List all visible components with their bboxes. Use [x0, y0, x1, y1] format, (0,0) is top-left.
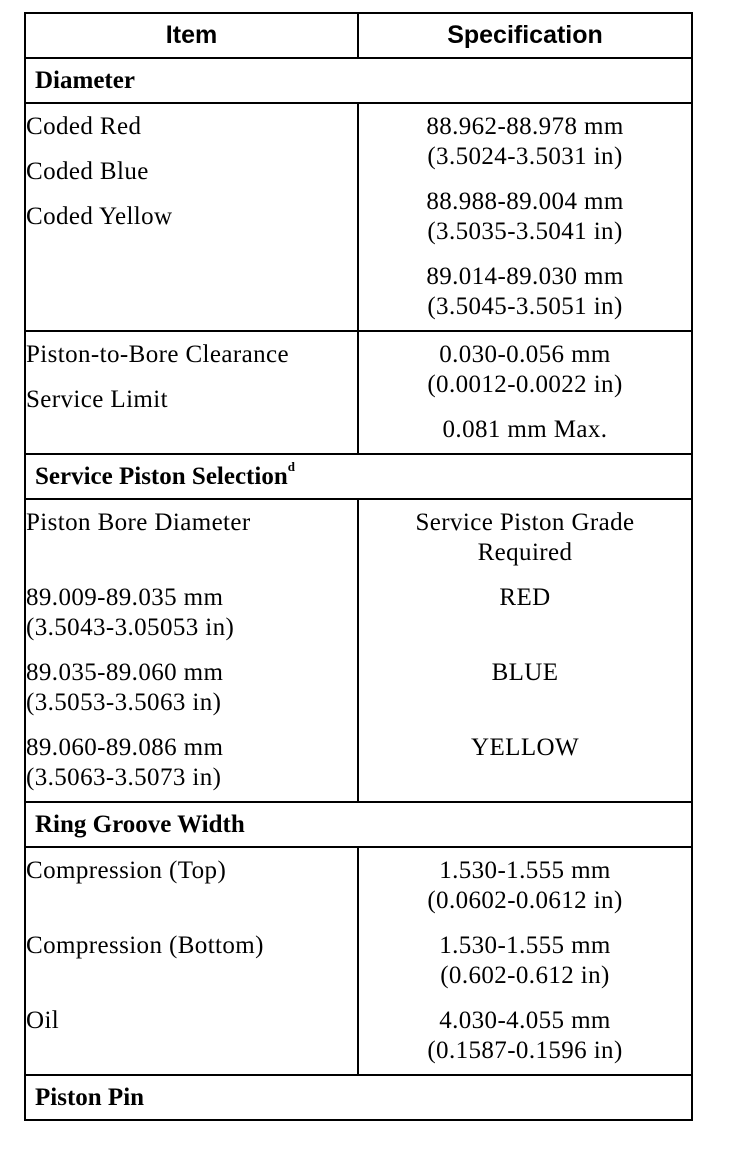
group-selection — [25, 499, 692, 802]
spec-table — [24, 12, 693, 1121]
spec-cell — [358, 847, 692, 1075]
item-coded-red: Coded Red — [26, 113, 142, 140]
item-compression-top: Compression (Top) — [26, 857, 227, 884]
item-service-limit: Service Limit — [26, 386, 168, 413]
group-clearance — [25, 331, 692, 454]
group-ring-groove — [25, 847, 692, 1075]
header-specification: Specification — [358, 13, 692, 58]
header-row — [25, 13, 692, 58]
spec-service-piston-grade: Service Piston Grade Required — [415, 509, 635, 566]
item-bore-red: 89.009-89.035 mm (3.5043-3.05053 in) — [26, 584, 235, 641]
spec-cell — [358, 331, 692, 454]
item-bore-yellow: 89.060-89.086 mm (3.5063-3.5073 in) — [26, 734, 224, 791]
section-service-piston-selection — [25, 454, 692, 499]
spec-coded-yellow: 89.014-89.030 mm (3.5045-3.5051 in) — [426, 263, 624, 320]
spec-grade-red: RED — [499, 584, 551, 611]
item-bore-blue: 89.035-89.060 mm (3.5053-3.5063 in) — [26, 659, 224, 716]
spec-oil: 4.030-4.055 mm (0.1587-0.1596 in) — [427, 1007, 623, 1064]
footnote-marker: d — [287, 458, 295, 474]
spec-compression-top: 1.530-1.555 mm (0.0602-0.0612 in) — [427, 857, 623, 914]
spec-coded-red: 88.962-88.978 mm (3.5024-3.5031 in) — [426, 113, 624, 170]
section-title: Ring Groove Width — [25, 802, 692, 847]
section-title: Service Piston Selection$^d$ — [25, 454, 692, 499]
item-cell — [25, 847, 358, 1075]
item-cell — [25, 499, 358, 802]
spec-grade-yellow: YELLOW — [471, 734, 579, 761]
spec-grade-blue: BLUE — [491, 659, 559, 686]
section-diameter — [25, 58, 692, 103]
section-ring-groove-width — [25, 802, 692, 847]
item-coded-blue: Coded Blue — [26, 158, 149, 185]
item-oil: Oil — [26, 1007, 60, 1034]
spec-cell — [358, 103, 692, 331]
spec-piston-to-bore-clearance: 0.030-0.056 mm (0.0012-0.0022 in) — [427, 341, 623, 398]
spec-coded-blue: 88.988-89.004 mm (3.5035-3.5041 in) — [426, 188, 624, 245]
item-piston-bore-diameter: Piston Bore Diameter — [26, 509, 251, 536]
item-coded-yellow: Coded Yellow — [26, 203, 173, 230]
header-item: Item — [25, 13, 358, 58]
item-compression-bottom: Compression (Bottom) — [26, 932, 264, 959]
section-piston-pin — [25, 1075, 692, 1120]
item-cell — [25, 103, 358, 331]
item-cell — [25, 331, 358, 454]
spec-cell — [358, 499, 692, 802]
spec-compression-bottom: 1.530-1.555 mm (0.602-0.612 in) — [439, 932, 611, 989]
section-title: Piston Pin — [25, 1075, 692, 1120]
section-title: Diameter — [25, 58, 692, 103]
spec-service-limit: 0.081 mm Max. — [442, 416, 608, 443]
item-piston-to-bore-clearance: Piston-to-Bore Clearance — [26, 341, 289, 368]
group-diameter — [25, 103, 692, 331]
